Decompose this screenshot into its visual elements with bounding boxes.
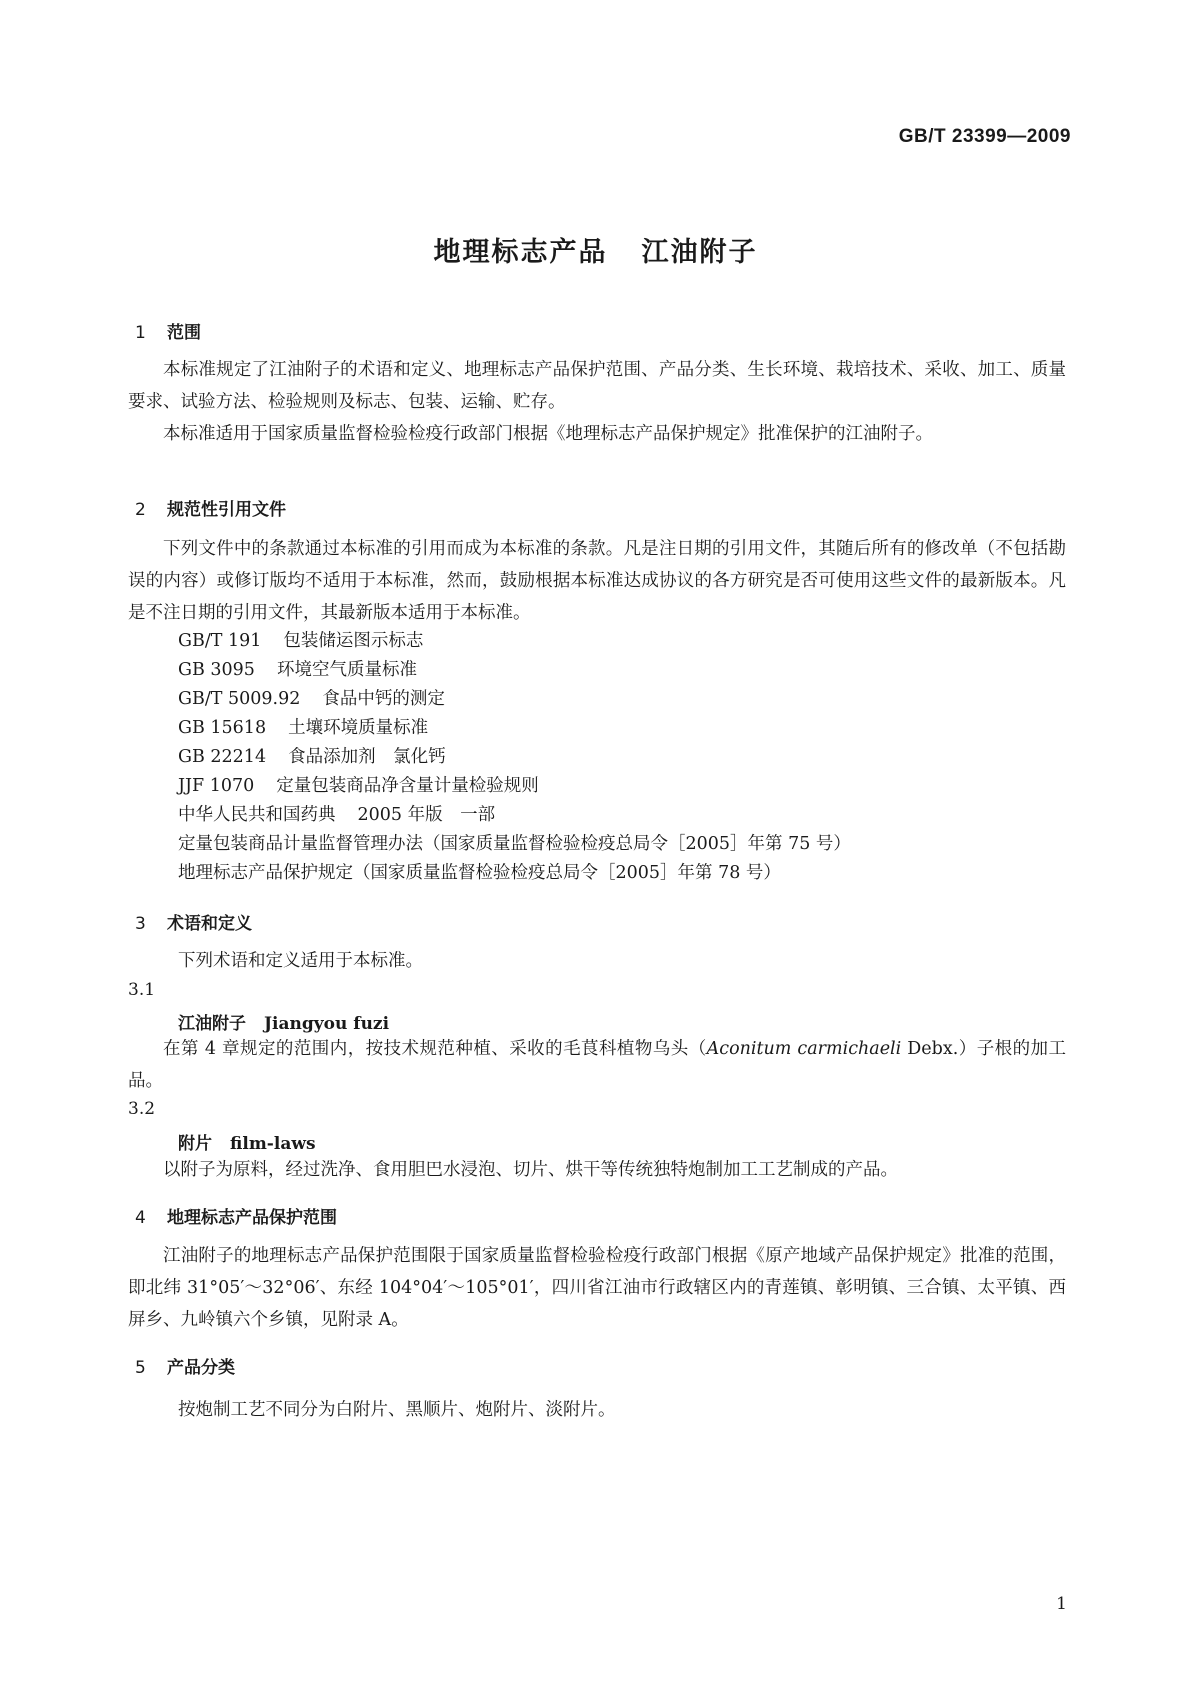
term-heading — [178, 1009, 389, 1034]
reference-title: 环境空气质量标准 — [276, 660, 417, 680]
title-part-1: 地理标志产品 — [433, 237, 608, 268]
reference-code: 中华人民共和国药典 — [178, 805, 336, 825]
section-3-paragraph-1: 下列术语和定义适用于本标准。 — [178, 951, 423, 971]
term-number: 3.1 — [128, 980, 156, 1000]
section-number: 4 — [135, 1208, 146, 1228]
section-title: 术语和定义 — [167, 914, 252, 934]
reference-item: 地理标志产品保护规定（国家质量监督检验检疫总局令［2005］年第 78 号） — [178, 863, 781, 883]
reference-title: 食品添加剂 氯化钙 — [288, 747, 446, 767]
page-number: 1 — [1056, 1594, 1067, 1614]
reference-code: GB 22214 — [178, 747, 267, 767]
section-2-paragraph-1: 下列文件中的条款通过本标准的引用而成为本标准的条款。凡是注日期的引用文件，其随后所有的修改单（不包括勘误的内容）或修订版均不适用于本标准，然而，鼓励根据本标准达成协议的各方研究是否可使用这些文件的最新版本。凡是不注日期的引用文件，其最新版本适用于本标准。 — [128, 539, 1066, 623]
term-definition: 以附子为原料，经过洗净、食用胆巴水浸泡、切片、烘干等传统独特炮制加工工艺制成的产品。 — [163, 1160, 898, 1180]
section-5-heading — [135, 1353, 235, 1378]
page-title — [0, 230, 1191, 269]
reference-code: JJF 1070 — [178, 776, 255, 796]
section-title: 产品分类 — [167, 1358, 235, 1378]
term-number: 3.2 — [128, 1099, 156, 1119]
section-number: 3 — [135, 914, 146, 934]
term-heading — [178, 1129, 316, 1154]
section-3-heading — [135, 909, 252, 934]
reference-code: GB 3095 — [178, 660, 255, 680]
reference-title: 包装储运图示标志 — [283, 631, 424, 651]
reference-item — [178, 714, 428, 739]
reference-code: GB 15618 — [178, 718, 267, 738]
term-definition — [128, 1033, 1066, 1097]
latin-name: Aconitum carmichaeli — [706, 1039, 902, 1059]
term-zh: 江油附子 — [178, 1014, 246, 1034]
term-en: film-laws — [230, 1134, 316, 1154]
reference-item — [178, 656, 417, 681]
section-number: 1 — [135, 323, 146, 343]
term-zh: 附片 — [178, 1134, 212, 1154]
section-4-heading — [135, 1203, 337, 1228]
section-4-paragraph-1: 江油附子的地理标志产品保护范围限于国家质量监督检验检疫行政部门根据《原产地域产品保护规定》批准的范围，即北纬 31°05′～32°06′、东经 104°04′～105°01′，四川省江油市行政辖区内的青莲镇、彰明镇、三合镇、太平镇、西屏乡、九岭镇六个乡镇，见附录 A。 — [128, 1246, 1066, 1330]
reference-title: 食品中钙的测定 — [322, 689, 445, 709]
reference-item — [178, 743, 446, 768]
reference-item — [178, 801, 495, 826]
standard-number: GB/T 23399—2009 — [898, 126, 1071, 147]
reference-title: 2005 年版 一部 — [357, 805, 496, 825]
reference-item: 定量包装商品计量监督管理办法（国家质量监督检验检疫总局令［2005］年第 75 号） — [178, 834, 851, 854]
reference-code: GB/T 191 — [178, 631, 262, 651]
section-1-paragraph-2: 本标准适用于国家质量监督检验检疫行政部门根据《地理标志产品保护规定》批准保护的江油附子。 — [163, 424, 933, 444]
reference-title: 定量包装商品净含量计量检验规则 — [276, 776, 539, 796]
section-2-heading — [135, 495, 286, 520]
section-number: 5 — [135, 1358, 146, 1378]
definition-text: 在第 4 章规定的范围内，按技术规范种植、采收的毛茛科植物乌头（ — [163, 1039, 707, 1059]
reference-title: 土壤环境质量标准 — [288, 718, 429, 738]
section-1-heading — [135, 318, 201, 343]
section-5-paragraph-1: 按炮制工艺不同分为白附片、黑顺片、炮附片、淡附片。 — [178, 1400, 616, 1420]
section-title: 规范性引用文件 — [167, 500, 286, 520]
section-number: 2 — [135, 500, 146, 520]
definition-text: Debx.）子根的加工品。 — [128, 1039, 1066, 1091]
reference-item — [178, 685, 445, 710]
term-en: Jiangyou fuzi — [264, 1014, 390, 1034]
reference-item — [178, 772, 539, 797]
section-title: 范围 — [167, 323, 201, 343]
reference-item — [178, 627, 423, 652]
section-title: 地理标志产品保护范围 — [167, 1208, 337, 1228]
reference-code: GB/T 5009.92 — [178, 689, 301, 709]
section-1-paragraph-1: 本标准规定了江油附子的术语和定义、地理标志产品保护范围、产品分类、生长环境、栽培技术、采收、加工、质量要求、试验方法、检验规则及标志、包装、运输、贮存。 — [128, 360, 1066, 412]
title-part-2: 江油附子 — [641, 237, 758, 268]
